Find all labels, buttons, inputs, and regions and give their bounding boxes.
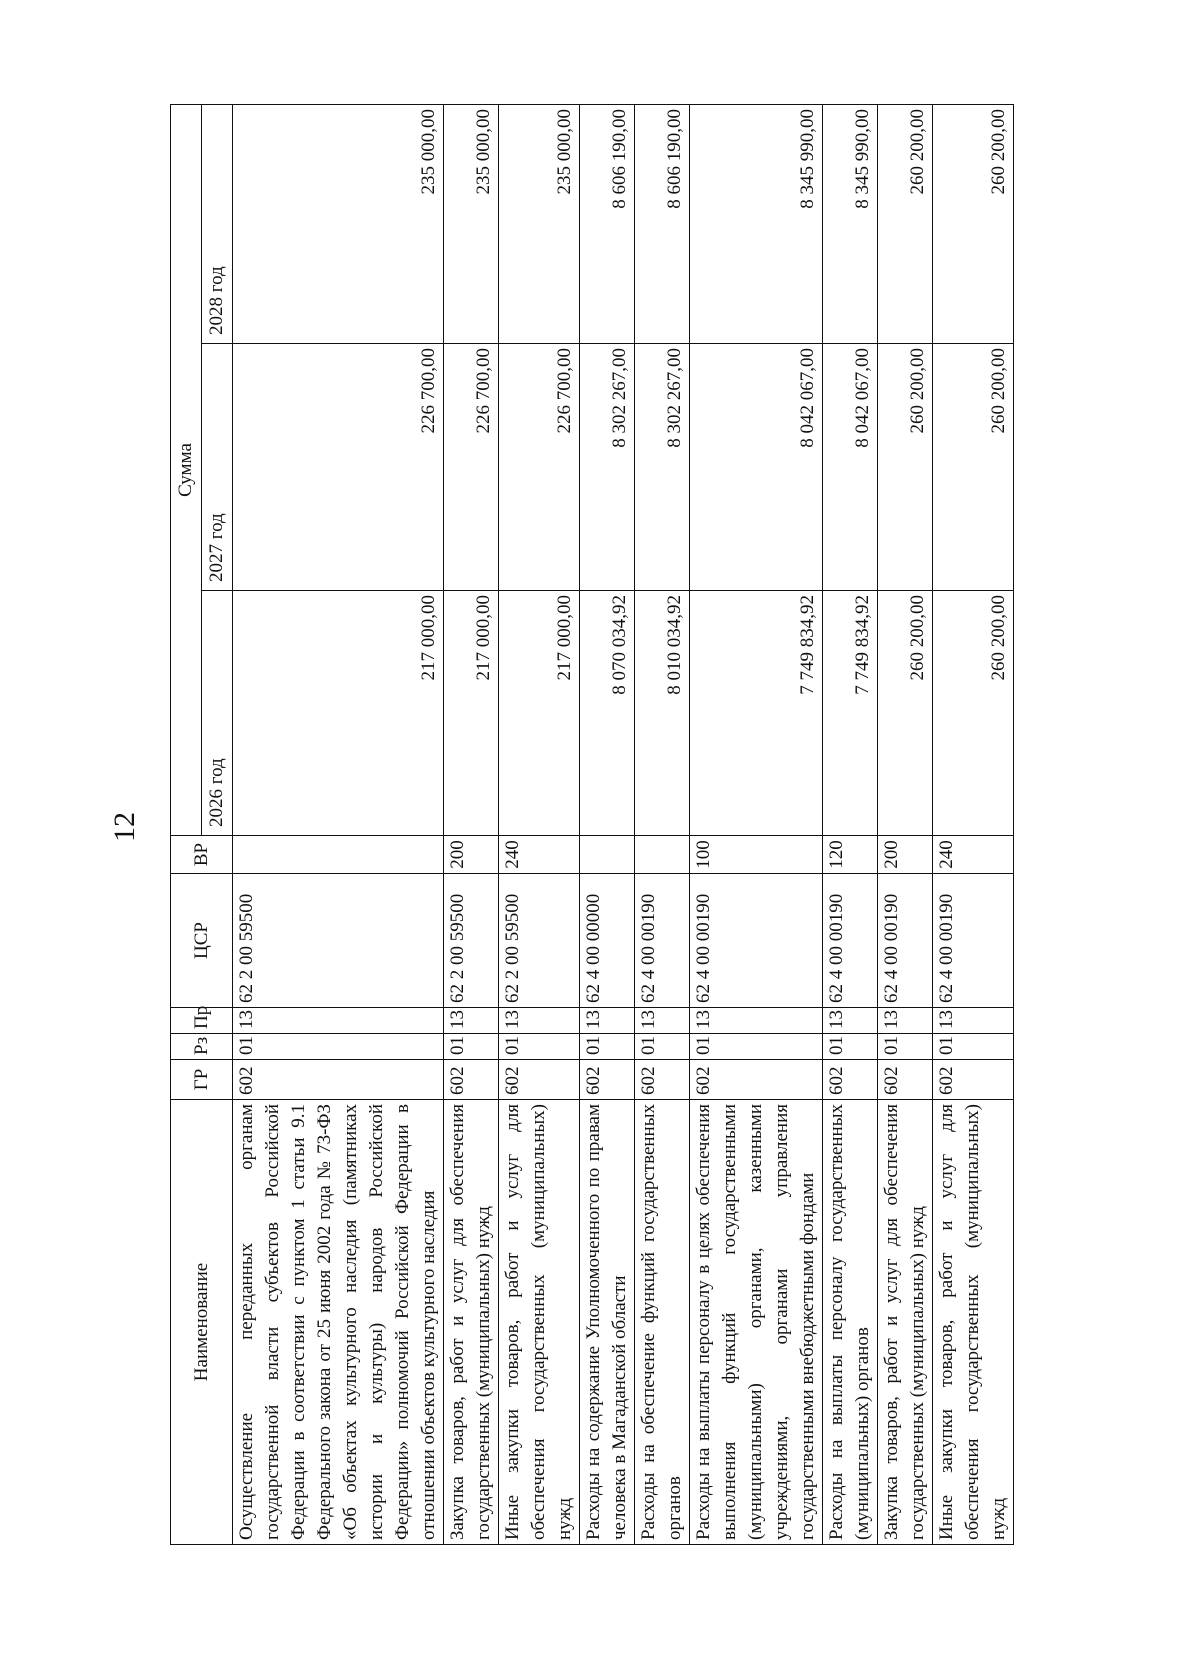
table-row bbox=[499, 105, 580, 1545]
row-pr-cell: 13 bbox=[690, 1008, 823, 1034]
page-number: 12 bbox=[108, 812, 141, 842]
header-pr: Пр bbox=[171, 1008, 233, 1034]
row-2028-cell: 8 606 190,00 bbox=[635, 105, 690, 344]
row-2026-cell: 8 010 034,92 bbox=[635, 591, 690, 836]
budget-table bbox=[170, 104, 1014, 1545]
row-2027-cell: 226 700,00 bbox=[444, 344, 499, 591]
row-2028-cell: 260 200,00 bbox=[878, 105, 933, 344]
header-name: Наименование bbox=[171, 1100, 233, 1545]
row-rz-cell: 01 bbox=[233, 1034, 444, 1060]
row-pr-cell: 13 bbox=[878, 1008, 933, 1034]
row-pr-cell: 13 bbox=[444, 1008, 499, 1034]
row-2028-cell: 235 000,00 bbox=[233, 105, 444, 344]
table-row bbox=[233, 105, 444, 1545]
table-row bbox=[823, 105, 878, 1545]
table-row bbox=[878, 105, 933, 1545]
row-2028-cell: 8 345 990,00 bbox=[823, 105, 878, 344]
row-2027-cell: 226 700,00 bbox=[233, 344, 444, 591]
row-name-cell: Осуществление переданных органам государственной власти субъектов Российской Федерации в соответствии с пунктом 1 статьи 9.1 Федерального закона от 25 июня 2002 года № 73-ФЗ «Об объектах культурного наследия (памятниках истории и культуры) народов Российской Федерации» полномочий Российской Федерации в отношении объектов культурного наследия bbox=[233, 1100, 444, 1545]
row-name-cell: Закупка товаров, работ и услуг для обеспечения государственных (муниципальных) нужд bbox=[444, 1100, 499, 1545]
row-csr-cell: 62 2 00 59500 bbox=[233, 874, 444, 1008]
header-csr: ЦСР bbox=[171, 874, 233, 1008]
table-container bbox=[170, 105, 1009, 1545]
row-gr-cell: 602 bbox=[635, 1060, 690, 1100]
row-csr-cell: 62 4 00 00190 bbox=[878, 874, 933, 1008]
row-rz-cell: 01 bbox=[823, 1034, 878, 1060]
header-year-2027: 2027 год bbox=[202, 344, 233, 591]
row-csr-cell: 62 4 00 00190 bbox=[933, 874, 1014, 1008]
row-name-cell: Расходы на выплаты персоналу в целях обеспечения выполнения функций государственными (муниципальными) органами, казенными учреждениями, органами управления государственными внебюджетными фондами bbox=[690, 1100, 823, 1545]
row-2028-cell: 235 000,00 bbox=[444, 105, 499, 344]
row-2027-cell: 226 700,00 bbox=[499, 344, 580, 591]
header-vr: ВР bbox=[171, 836, 233, 874]
row-vr-cell bbox=[233, 836, 444, 874]
row-csr-cell: 62 2 00 59500 bbox=[444, 874, 499, 1008]
row-2027-cell: 8 042 067,00 bbox=[690, 344, 823, 591]
row-vr-cell bbox=[580, 836, 635, 874]
row-rz-cell: 01 bbox=[499, 1034, 580, 1060]
row-2027-cell: 260 200,00 bbox=[878, 344, 933, 591]
table-row bbox=[690, 105, 823, 1545]
row-pr-cell: 13 bbox=[823, 1008, 878, 1034]
row-2026-cell: 217 000,00 bbox=[444, 591, 499, 836]
row-name-cell: Иные закупки товаров, работ и услуг для обеспечения государственных (муниципальных) нужд bbox=[499, 1100, 580, 1545]
row-2026-cell: 7 749 834,92 bbox=[690, 591, 823, 836]
row-2027-cell: 8 302 267,00 bbox=[580, 344, 635, 591]
row-2026-cell: 217 000,00 bbox=[499, 591, 580, 836]
table-header bbox=[171, 105, 233, 1545]
row-vr-cell bbox=[635, 836, 690, 874]
rotated-table-area bbox=[170, 105, 1009, 1545]
row-2026-cell: 260 200,00 bbox=[933, 591, 1014, 836]
table-row bbox=[933, 105, 1014, 1545]
row-2026-cell: 8 070 034,92 bbox=[580, 591, 635, 836]
row-2028-cell: 235 000,00 bbox=[499, 105, 580, 344]
row-gr-cell: 602 bbox=[233, 1060, 444, 1100]
header-gr: ГР bbox=[171, 1060, 233, 1100]
table-body bbox=[233, 105, 1014, 1545]
row-2026-cell: 7 749 834,92 bbox=[823, 591, 878, 836]
table-row bbox=[635, 105, 690, 1545]
row-rz-cell: 01 bbox=[933, 1034, 1014, 1060]
row-gr-cell: 602 bbox=[823, 1060, 878, 1100]
table-row bbox=[444, 105, 499, 1545]
row-csr-cell: 62 4 00 00000 bbox=[580, 874, 635, 1008]
row-name-cell: Расходы на содержание Уполномоченного по правам человека в Магаданской области bbox=[580, 1100, 635, 1545]
row-name-cell: Расходы на выплаты персоналу государственных (муниципальных) органов bbox=[823, 1100, 878, 1545]
row-2028-cell: 8 345 990,00 bbox=[690, 105, 823, 344]
row-vr-cell: 240 bbox=[933, 836, 1014, 874]
row-rz-cell: 01 bbox=[444, 1034, 499, 1060]
row-csr-cell: 62 4 00 00190 bbox=[823, 874, 878, 1008]
row-vr-cell: 200 bbox=[444, 836, 499, 874]
header-year-2028: 2028 год bbox=[202, 105, 233, 344]
row-vr-cell: 120 bbox=[823, 836, 878, 874]
row-vr-cell: 200 bbox=[878, 836, 933, 874]
row-rz-cell: 01 bbox=[635, 1034, 690, 1060]
row-gr-cell: 602 bbox=[933, 1060, 1014, 1100]
row-rz-cell: 01 bbox=[690, 1034, 823, 1060]
row-gr-cell: 602 bbox=[444, 1060, 499, 1100]
row-2027-cell: 260 200,00 bbox=[933, 344, 1014, 591]
row-csr-cell: 62 4 00 00190 bbox=[690, 874, 823, 1008]
row-name-cell: Расходы на обеспечение функций государственных органов bbox=[635, 1100, 690, 1545]
row-vr-cell: 240 bbox=[499, 836, 580, 874]
header-sum: Сумма bbox=[171, 105, 202, 836]
row-2027-cell: 8 042 067,00 bbox=[823, 344, 878, 591]
row-2027-cell: 8 302 267,00 bbox=[635, 344, 690, 591]
header-year-2026: 2026 год bbox=[202, 591, 233, 836]
row-pr-cell: 13 bbox=[580, 1008, 635, 1034]
row-pr-cell: 13 bbox=[499, 1008, 580, 1034]
row-gr-cell: 602 bbox=[580, 1060, 635, 1100]
row-pr-cell: 13 bbox=[933, 1008, 1014, 1034]
row-gr-cell: 602 bbox=[878, 1060, 933, 1100]
row-csr-cell: 62 4 00 00190 bbox=[635, 874, 690, 1008]
row-pr-cell: 13 bbox=[635, 1008, 690, 1034]
row-vr-cell: 100 bbox=[690, 836, 823, 874]
row-gr-cell: 602 bbox=[690, 1060, 823, 1100]
row-2028-cell: 8 606 190,00 bbox=[580, 105, 635, 344]
row-gr-cell: 602 bbox=[499, 1060, 580, 1100]
row-pr-cell: 13 bbox=[233, 1008, 444, 1034]
row-2026-cell: 260 200,00 bbox=[878, 591, 933, 836]
table-row bbox=[580, 105, 635, 1545]
row-2028-cell: 260 200,00 bbox=[933, 105, 1014, 344]
row-2026-cell: 217 000,00 bbox=[233, 591, 444, 836]
row-rz-cell: 01 bbox=[580, 1034, 635, 1060]
row-csr-cell: 62 2 00 59500 bbox=[499, 874, 580, 1008]
row-rz-cell: 01 bbox=[878, 1034, 933, 1060]
row-name-cell: Закупка товаров, работ и услуг для обеспечения государственных (муниципальных) нужд bbox=[878, 1100, 933, 1545]
header-rz: Рз bbox=[171, 1034, 233, 1060]
row-name-cell: Иные закупки товаров, работ и услуг для обеспечения государственных (муниципальных) нужд bbox=[933, 1100, 1014, 1545]
